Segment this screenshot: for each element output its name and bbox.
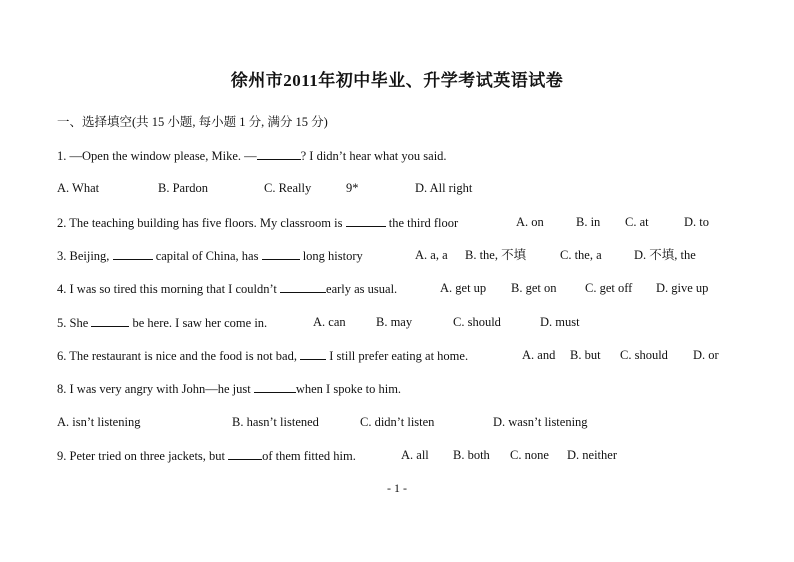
question-text: be here. I saw her come in. <box>129 316 268 330</box>
option-d: D. 不填, the <box>634 248 696 262</box>
question-8 <box>57 380 401 397</box>
option-c: C. should <box>620 348 668 362</box>
question-1 <box>57 147 447 164</box>
option-d: D. give up <box>656 281 709 295</box>
option-c: C. didn’t listen <box>360 415 435 429</box>
option-c: C. none <box>510 448 549 462</box>
question-text: 8. I was very angry with John—he just <box>57 382 254 396</box>
option-a: A. all <box>401 448 429 462</box>
option-d: D. to <box>684 215 709 229</box>
option-a: A. on <box>516 215 544 229</box>
question-text: capital of China, has <box>152 249 262 263</box>
answer-blank <box>91 314 129 327</box>
question-text: 5. She <box>57 316 92 330</box>
question-text: of them fitted him. <box>262 449 356 463</box>
option-d: D. must <box>540 315 580 329</box>
option-b: B. but <box>570 348 601 362</box>
option-a: A. can <box>313 315 346 329</box>
page-number: - 1 - <box>387 481 407 495</box>
question-stem <box>57 447 356 464</box>
option-a: A. and <box>522 348 556 362</box>
question-stem <box>57 280 397 297</box>
option-b: B. Pardon <box>158 181 208 195</box>
question-text: early as usual. <box>326 282 398 296</box>
option-b: B. may <box>376 315 413 329</box>
option-b: B. the, 不填 <box>465 248 527 262</box>
question-text: the third floor <box>385 216 459 230</box>
option-b: B. get on <box>511 281 557 295</box>
question-text: 6. The restaurant is nice and the food is not bad, <box>57 349 301 363</box>
question-text: 3. Beijing, <box>57 249 113 263</box>
question-stem <box>57 214 458 231</box>
question-text: 1. —Open the window please, Mike. — <box>57 149 257 163</box>
option-c: C. should <box>453 315 501 329</box>
stray-mark: 9* <box>346 181 359 195</box>
option-c: C. get off <box>585 281 633 295</box>
option-c: C. the, a <box>560 248 602 262</box>
option-c: C. Really <box>264 181 312 195</box>
question-stem <box>57 347 468 364</box>
option-d: D. wasn’t listening <box>493 415 588 429</box>
option-b: B. both <box>453 448 490 462</box>
answer-blank <box>228 447 262 460</box>
option-d: D. neither <box>567 448 617 462</box>
question-text: ? I didn’t hear what you said. <box>300 149 447 163</box>
option-b: B. in <box>576 215 601 229</box>
option-a: A. isn’t listening <box>57 415 141 429</box>
question-text: when I spoke to him. <box>295 382 402 396</box>
question-text: I still prefer eating at home. <box>326 349 469 363</box>
option-b: B. hasn’t listened <box>232 415 319 429</box>
question-stem <box>57 314 267 331</box>
question-stem <box>57 247 363 264</box>
question-text: long history <box>299 249 363 263</box>
answer-blank <box>254 380 296 393</box>
question-text: 2. The teaching building has five floors. My classroom is <box>57 216 346 230</box>
answer-blank <box>280 280 326 293</box>
question-text: 4. I was so tired this morning that I couldn’t <box>57 282 281 296</box>
answer-blank <box>262 247 300 260</box>
option-a: A. get up <box>440 281 487 295</box>
option-d: D. All right <box>415 181 473 195</box>
option-a: A. a, a <box>415 248 448 262</box>
question-text: 9. Peter tried on three jackets, but <box>57 449 229 463</box>
answer-blank <box>257 147 301 160</box>
section-heading: 一、选择填空(共 15 小题, 每小题 1 分, 满分 15 分) <box>57 115 328 129</box>
option-d: D. or <box>693 348 719 362</box>
option-c: C. at <box>625 215 649 229</box>
document-title: 徐州市2011年初中毕业、升学考试英语试卷 <box>230 71 564 90</box>
answer-blank <box>300 347 326 360</box>
option-a: A. What <box>57 181 100 195</box>
answer-blank <box>346 214 386 227</box>
answer-blank <box>113 247 153 260</box>
